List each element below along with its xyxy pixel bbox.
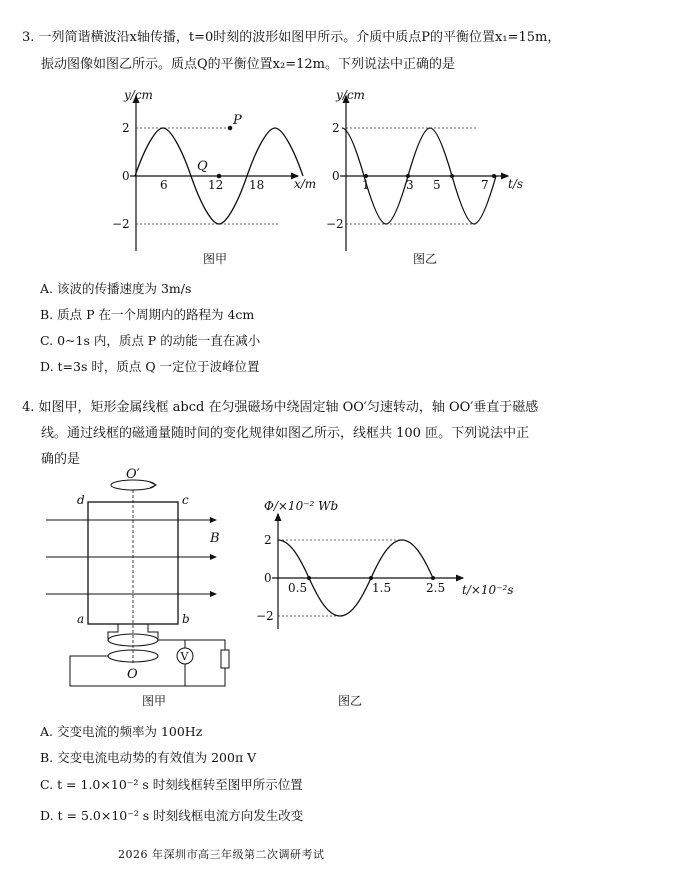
q4f2-xtick-2.5: 2.5 [426, 581, 446, 595]
q4f2-y-label: Φ/×10⁻² Wb [264, 499, 339, 513]
q4-fig1-caption: 图甲 [142, 694, 167, 708]
q4f1-o-label: O [127, 667, 138, 682]
q3f2-xtick-5: 5 [433, 178, 441, 192]
q3f1-ytick-0: 0 [122, 169, 130, 183]
q4f1-resistor [221, 650, 229, 668]
q3f1-point-p-label: P [233, 113, 242, 128]
q3f2-xtick-3: 3 [406, 178, 414, 192]
q4-figure-coil [40, 460, 255, 700]
q3f1-x-label: x/m [294, 177, 317, 191]
q3-option-b: B. 质点 P 在一个周期内的路程为 4cm [40, 307, 255, 322]
q3-option-d: D. t=3s 时，质点 Q 一定位于波峰位置 [40, 359, 260, 374]
q4f1-label-b: b [182, 612, 190, 626]
q3-number: 3. [22, 30, 35, 45]
q4f2-ytick-neg2: −2 [256, 609, 274, 623]
q3-fig2-caption: 图乙 [413, 252, 438, 266]
q4-fig2-caption: 图乙 [338, 694, 363, 708]
q4f1-b-label: B [210, 531, 220, 546]
q4f2-ytick-0: 0 [264, 571, 272, 585]
q3-stem-line2: 振动图像如图乙所示。质点Q的平衡位置x₂=12m。下列说法中正确的是 [41, 57, 455, 72]
q3f2-x-label: t/s [508, 177, 524, 191]
q4-option-a: A. 交变电流的频率为 100Hz [40, 724, 203, 739]
q3f1-ytick-2: 2 [122, 121, 130, 135]
q4-option-b: B. 交变电流电动势的有效值为 200π V [40, 750, 257, 765]
q4-number: 4. [22, 400, 35, 415]
q4-stem-line3: 确的是 [41, 452, 81, 467]
q4f1-voltmeter-label: V [180, 650, 189, 663]
q4-stem-line2: 线。通过线框的磁通量随时间的变化规律如图乙所示，线框共 100 匝。下列说法中正 [41, 426, 530, 441]
q4f1-label-d: d [77, 493, 85, 507]
q4-option-d: D. t = 5.0×10⁻² s 时刻线框电流方向发生改变 [40, 808, 304, 823]
q4f1-label-c: c [182, 493, 189, 507]
q4f2-x-label: t/×10⁻²s [462, 583, 514, 597]
q4-stem-line1: 4. 如图甲，矩形金属线框 abcd 在匀强磁场中绕固定轴 OO′匀速转动，轴 OO′垂直于磁感 [22, 400, 539, 415]
q3f2-xtick-1: 1 [362, 178, 370, 192]
q3f1-y-label: y/cm [124, 88, 153, 102]
q3f2-ytick-2: 2 [332, 121, 340, 135]
q3f1-point-q-label: Q [197, 159, 208, 174]
q4f2-xtick-0.5: 0.5 [288, 581, 308, 595]
q3-figure-wave [108, 86, 323, 266]
q3-fig1-caption: 图甲 [203, 252, 228, 266]
q4f2-xtick-1.5: 1.5 [372, 581, 392, 595]
q3f1-xtick-18: 18 [249, 178, 265, 192]
q4f1-o-top-label: O′ [126, 467, 140, 482]
q3-stem-line1: 3. 一列简谐横波沿x轴传播，t=0时刻的波形如图甲所示。介质中质点P的平衡位置x₁=15m， [22, 30, 561, 45]
q3f2-xtick-7: 7 [481, 178, 489, 192]
q4f1-label-a: a [77, 612, 85, 626]
q3f1-xtick-6: 6 [160, 178, 168, 192]
q3f2-ytick-neg2: −2 [326, 217, 344, 231]
q3f1-ytick-neg2: −2 [112, 217, 130, 231]
q3f1-point-p [228, 126, 233, 131]
q3f1-xtick-12: 12 [208, 178, 224, 192]
q3f2-ytick-0: 0 [332, 169, 340, 183]
q3f1-point-q [217, 174, 222, 179]
page-footer: 2026 年深圳市高三年级第二次调研考试 [118, 848, 325, 861]
q3-option-a: A. 该波的传播速度为 3m/s [40, 281, 192, 296]
q4f2-ytick-2: 2 [264, 533, 272, 547]
q4-option-c: C. t = 1.0×10⁻² s 时刻线框转至图甲所示位置 [40, 777, 303, 792]
q4-figure-flux [258, 494, 528, 634]
q3-option-c: C. 0~1s 内，质点 P 的动能一直在减小 [40, 333, 261, 348]
q3f2-y-label: y/cm [336, 88, 365, 102]
q3-figure-vibration [328, 86, 538, 266]
